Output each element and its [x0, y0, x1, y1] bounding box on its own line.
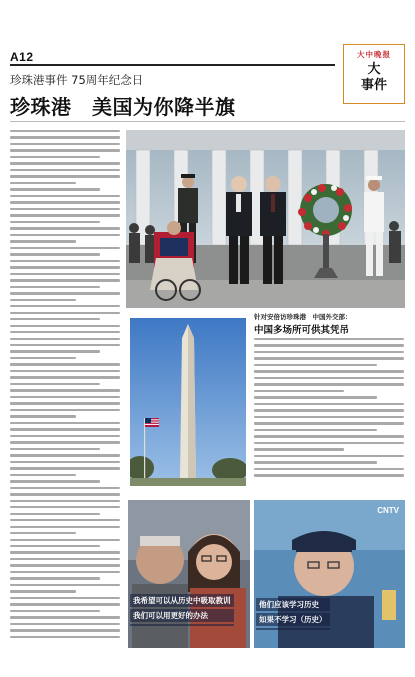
sidebar-kicker: 针对安倍访珍珠港 中国外交部： [254, 313, 352, 321]
body-text-line [254, 429, 377, 431]
top-rule [10, 64, 335, 66]
body-text-line [254, 422, 404, 424]
body-text-line [254, 377, 404, 379]
body-text-line [10, 130, 120, 132]
sidebar-body [254, 338, 404, 481]
body-text-line [10, 305, 120, 307]
body-text-line [254, 435, 404, 437]
body-text-line [10, 266, 120, 268]
body-text-line [10, 143, 120, 145]
body-text-line [10, 162, 120, 164]
body-text-line [10, 513, 100, 515]
interviewee-caption-line1: 我希望可以从历史中吸取教训 [130, 594, 234, 607]
body-text-line [10, 136, 120, 138]
body-text-line [10, 175, 120, 177]
body-text-line [10, 629, 120, 631]
body-text-line [10, 422, 120, 424]
body-text-line [254, 390, 344, 392]
body-text-line [10, 149, 120, 151]
body-text-line [10, 616, 120, 618]
photo-interviewees [128, 500, 250, 648]
body-text-line [10, 240, 76, 242]
body-text-line [10, 564, 120, 566]
sidebar-title: 中国多场所可供其凭吊 [254, 325, 350, 336]
article-body-left-column [10, 130, 120, 642]
body-text-line [10, 389, 120, 391]
body-text-line [10, 318, 100, 320]
article-headline: 珍珠港 美国为你降半旗 [10, 95, 236, 119]
body-text-line [10, 299, 76, 301]
body-text-line [10, 480, 100, 482]
body-text-line [10, 577, 100, 579]
body-text-line [10, 428, 120, 430]
body-text-line [10, 169, 120, 171]
body-text-line [10, 467, 120, 469]
body-text-line [10, 188, 100, 190]
article-subtitle: 珍珠港事件 75周年纪念日 [10, 73, 144, 87]
veteran-caption-line1: 他们应该学习历史 [256, 598, 330, 611]
body-text-line [10, 227, 120, 229]
body-text-line [10, 415, 76, 417]
cntv-logo: CNTV [377, 506, 399, 515]
body-text-line [10, 402, 120, 404]
body-text-line [10, 221, 100, 223]
body-text-line [254, 416, 404, 418]
body-text-line [10, 526, 120, 528]
section-label-line1: 大 [367, 62, 381, 77]
body-text-line [10, 623, 120, 625]
body-text-line [10, 493, 120, 495]
body-text-line [10, 338, 120, 340]
body-text-line [10, 474, 76, 476]
body-text-line [10, 500, 120, 502]
body-text-line [254, 455, 404, 457]
body-text-line [10, 292, 120, 294]
body-text-line [10, 286, 100, 288]
body-text-line [10, 383, 100, 385]
veteran-caption-line3 [256, 628, 330, 630]
body-text-line [254, 383, 404, 385]
body-text-line [254, 357, 404, 359]
monument-illustration [130, 318, 246, 486]
body-text-line [10, 435, 120, 437]
body-text-line [10, 376, 120, 378]
body-text-line [10, 584, 120, 586]
body-text-line [254, 344, 404, 346]
body-text-line [10, 519, 120, 521]
body-text-line [10, 195, 120, 197]
page-number: A12 [10, 50, 34, 64]
photo-washington-monument [130, 318, 246, 486]
body-text-line [10, 539, 120, 541]
body-text-line [254, 474, 404, 476]
body-text-line [10, 331, 120, 333]
body-text-line [10, 350, 100, 352]
body-text-line [10, 370, 120, 372]
body-text-line [10, 454, 120, 456]
body-text-line [10, 396, 120, 398]
body-text-line [10, 247, 120, 249]
body-text-line [10, 279, 120, 281]
interviewee-caption-line2: 我们可以用更好的办法 [130, 609, 234, 622]
body-text-line [10, 214, 120, 216]
body-text-line [10, 201, 120, 203]
body-text-line [254, 409, 404, 411]
body-text-line [254, 396, 377, 398]
body-text-line [10, 461, 120, 463]
body-text-line [10, 610, 100, 612]
headline-divider [10, 121, 405, 122]
body-text-line [10, 357, 76, 359]
body-text-line [254, 338, 404, 340]
interviewee-caption [130, 592, 234, 628]
veteran-caption-line2: 如果不学习（历史） [256, 613, 330, 626]
body-text-line [254, 370, 404, 372]
body-text-line [10, 636, 120, 638]
masthead-logo: 大中晚报 [357, 50, 391, 59]
body-text-line [10, 448, 100, 450]
wreath-ceremony-illustration [126, 130, 405, 308]
body-text-line [10, 325, 120, 327]
body-text-line [10, 260, 120, 262]
body-text-line [10, 551, 120, 553]
body-text-line [10, 597, 120, 599]
body-text-line [10, 571, 120, 573]
body-text-line [254, 403, 404, 405]
body-text-line [10, 182, 76, 184]
body-text-line [254, 351, 404, 353]
body-text-line [254, 364, 377, 366]
body-text-line [10, 409, 120, 411]
photo-veteran [254, 500, 405, 648]
interviewee-caption-line3 [130, 624, 234, 626]
us-flag-icon [145, 418, 159, 427]
body-text-line [10, 208, 120, 210]
body-text-line [10, 487, 120, 489]
photo-wreath-ceremony [126, 130, 405, 308]
body-text-line [10, 590, 76, 592]
body-text-line [254, 461, 377, 463]
section-label-line2: 事件 [360, 78, 387, 93]
body-text-line [10, 344, 120, 346]
body-text-line [10, 234, 120, 236]
body-text-line [254, 442, 404, 444]
section-masthead [343, 44, 405, 104]
body-text-line [10, 273, 120, 275]
body-text-line [10, 363, 120, 365]
body-text-line [254, 448, 344, 450]
body-text-line [10, 441, 120, 443]
veteran-caption [256, 596, 330, 632]
body-text-line [10, 253, 100, 255]
body-text-line [10, 603, 120, 605]
body-text-line [10, 506, 120, 508]
body-text-line [10, 312, 120, 314]
body-text-line [10, 532, 76, 534]
body-text-line [10, 156, 100, 158]
body-text-line [10, 545, 100, 547]
body-text-line [10, 558, 120, 560]
body-text-line [254, 468, 404, 470]
